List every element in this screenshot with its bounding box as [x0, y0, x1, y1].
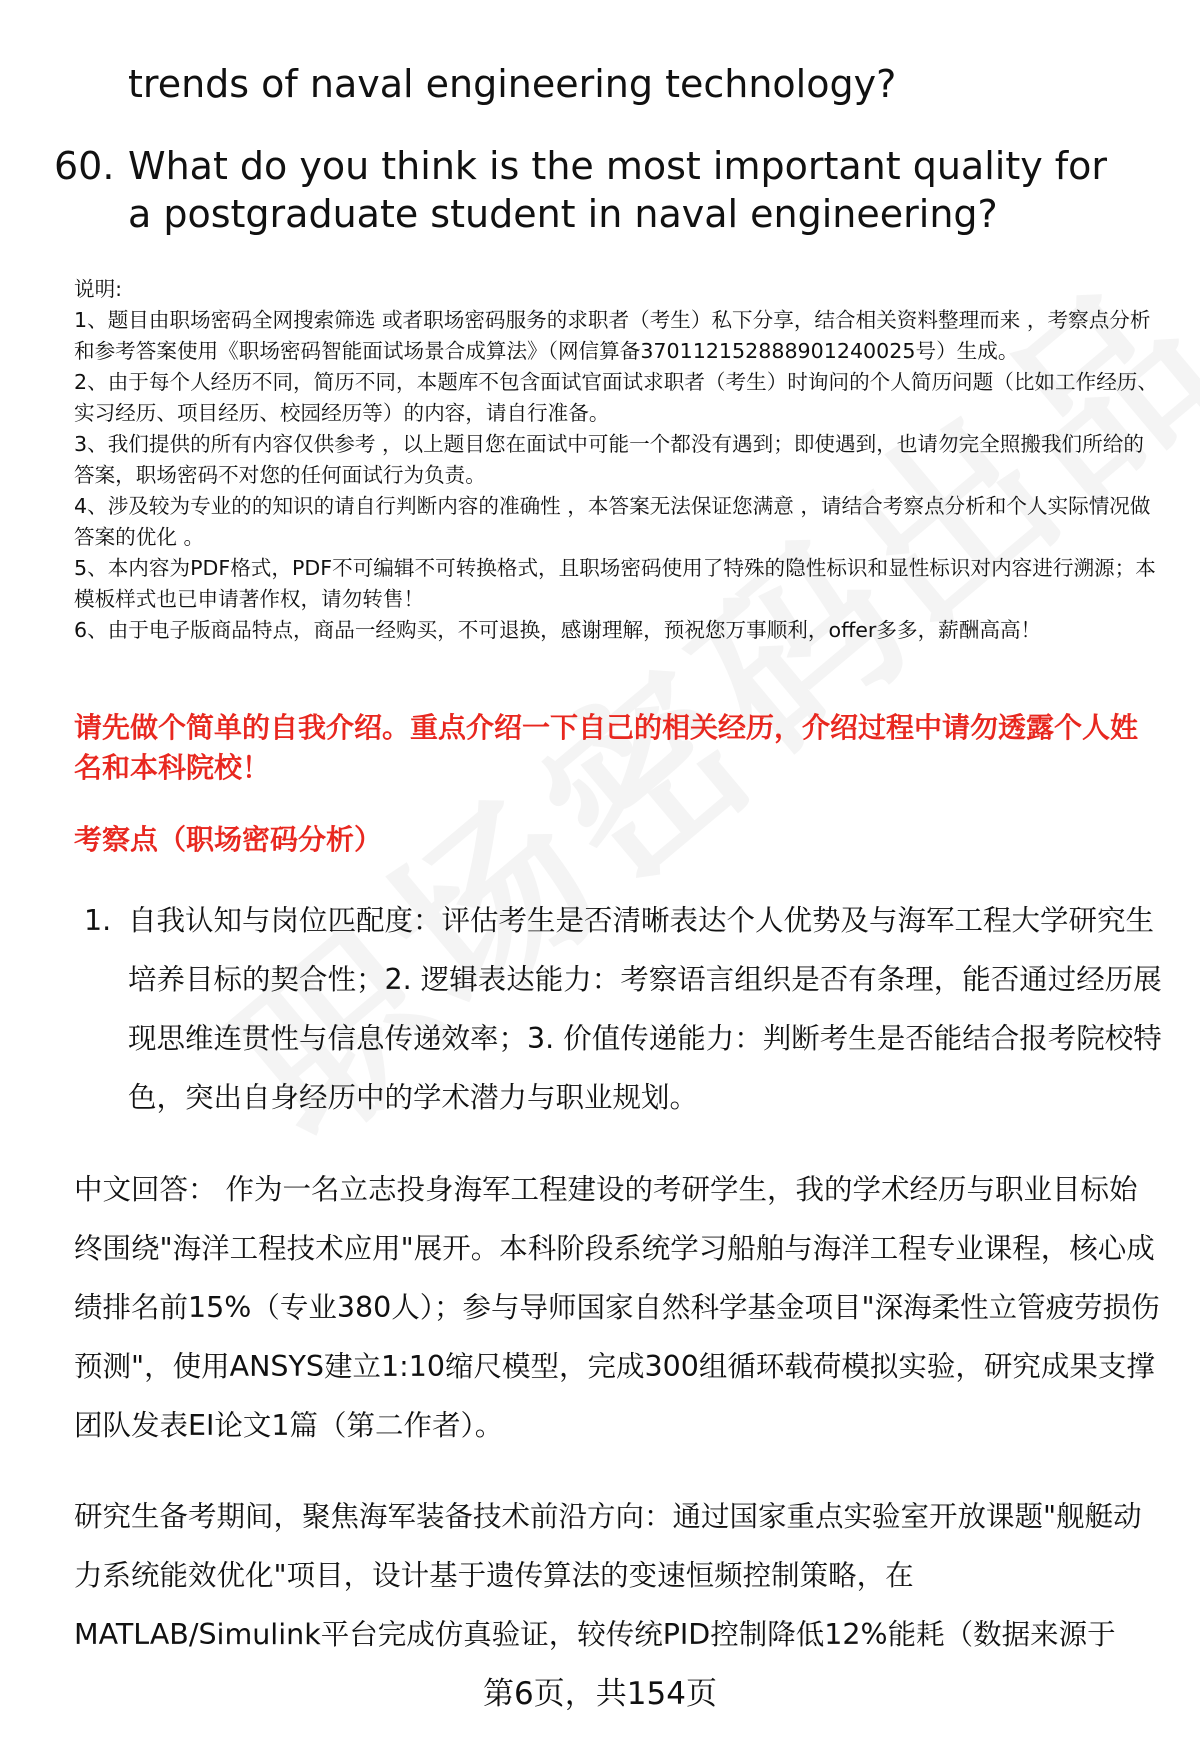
assessment-points-title: 考察点（职场密码分析）	[74, 823, 383, 856]
notes-section	[74, 274, 1160, 646]
page-number-footer: 第6页，共154页	[483, 1676, 717, 1712]
question-60-text: What do you think is the most important quality for a postgraduate student in naval engineering?	[128, 144, 1108, 236]
assessment-item-text: 自我认知与岗位匹配度：评估考生是否清晰表达个人优势及与海军工程大学研究生培养目标的契合性；2. 逻辑表达能力：考察语言组织是否有条理，能否通过经历展现思维连贯性与信息传递效率；3. 价值传递能力：判断考生是否能结合报考院校特色，突出自身经历中的学术潜力与职业规划。	[128, 904, 1162, 1114]
answer-paragraph-2: 研究生备考期间，聚焦海军装备技术前沿方向：通过国家重点实验室开放课题"舰艇动力系统能效优化"项目，设计基于遗传算法的变速恒频控制策略，在MATLAB/Simulink平台完成仿真验证，较传统PID控制降低12%能耗（数据来源于	[74, 1500, 1142, 1651]
notes-heading: 说明:	[74, 277, 123, 301]
question-59-text: trends of naval engineering technology?	[128, 62, 897, 106]
assessment-item-number: 1.	[84, 904, 112, 937]
answer-paragraph-1: 中文回答： 作为一名立志投身海军工程建设的考研学生，我的学术经历与职业目标始终围绕"海洋工程技术应用"展开。本科阶段系统学习船舶与海洋工程专业课程，核心成绩排名前15%（专业380人）；参与导师国家自然科学基金项目"深海柔性立管疲劳损伤预测"，使用ANSYS建立1:10缩尺模型，完成300组循环载荷模拟实验，研究成果支撑团队发表EI论文1篇（第二作者）。	[74, 1173, 1160, 1442]
assessment-points-item	[84, 891, 1170, 1127]
note-item: 1、题目由职场密码全网搜索筛选 或者职场密码服务的求职者（考生）私下分享，结合相关资料整理而来 ，考察点分析和参考答案使用《职场密码智能面试场景合成算法》（网信算备370112152888901240025号）生成。	[74, 308, 1151, 363]
note-item: 5、本内容为PDF格式，PDF不可编辑不可转换格式，且职场密码使用了特殊的隐性标识和显性标识对内容进行溯源；本模板样式也已申请著作权，请勿转售！	[74, 556, 1156, 611]
question-60-number: 60.	[54, 144, 115, 188]
self-intro-prompt: 请先做个简单的自我介绍。重点介绍一下自己的相关经历，介绍过程中请勿透露个人姓名和本科院校！	[74, 711, 1139, 784]
note-item: 6、由于电子版商品特点，商品一经购买，不可退换，感谢理解，预祝您万事顺利，offer多多，薪酬高高！	[74, 618, 1042, 642]
note-item: 4、涉及较为专业的的知识的请自行判断内容的准确性 ，本答案无法保证您满意 ，请结合考察点分析和个人实际情况做答案的优化 。	[74, 494, 1151, 549]
note-item: 3、我们提供的所有内容仅供参考 ，以上题目您在面试中可能一个都没有遇到；即使遇到，也请勿完全照搬我们所给的答案，职场密码不对您的任何面试行为负责。	[74, 432, 1144, 487]
note-item: 2、由于每个人经历不同，简历不同，本题库不包含面试官面试求职者（考生）时询问的个人简历问题（比如工作经历、实习经历、项目经历、校园经历等）的内容，请自行准备。	[74, 370, 1158, 425]
